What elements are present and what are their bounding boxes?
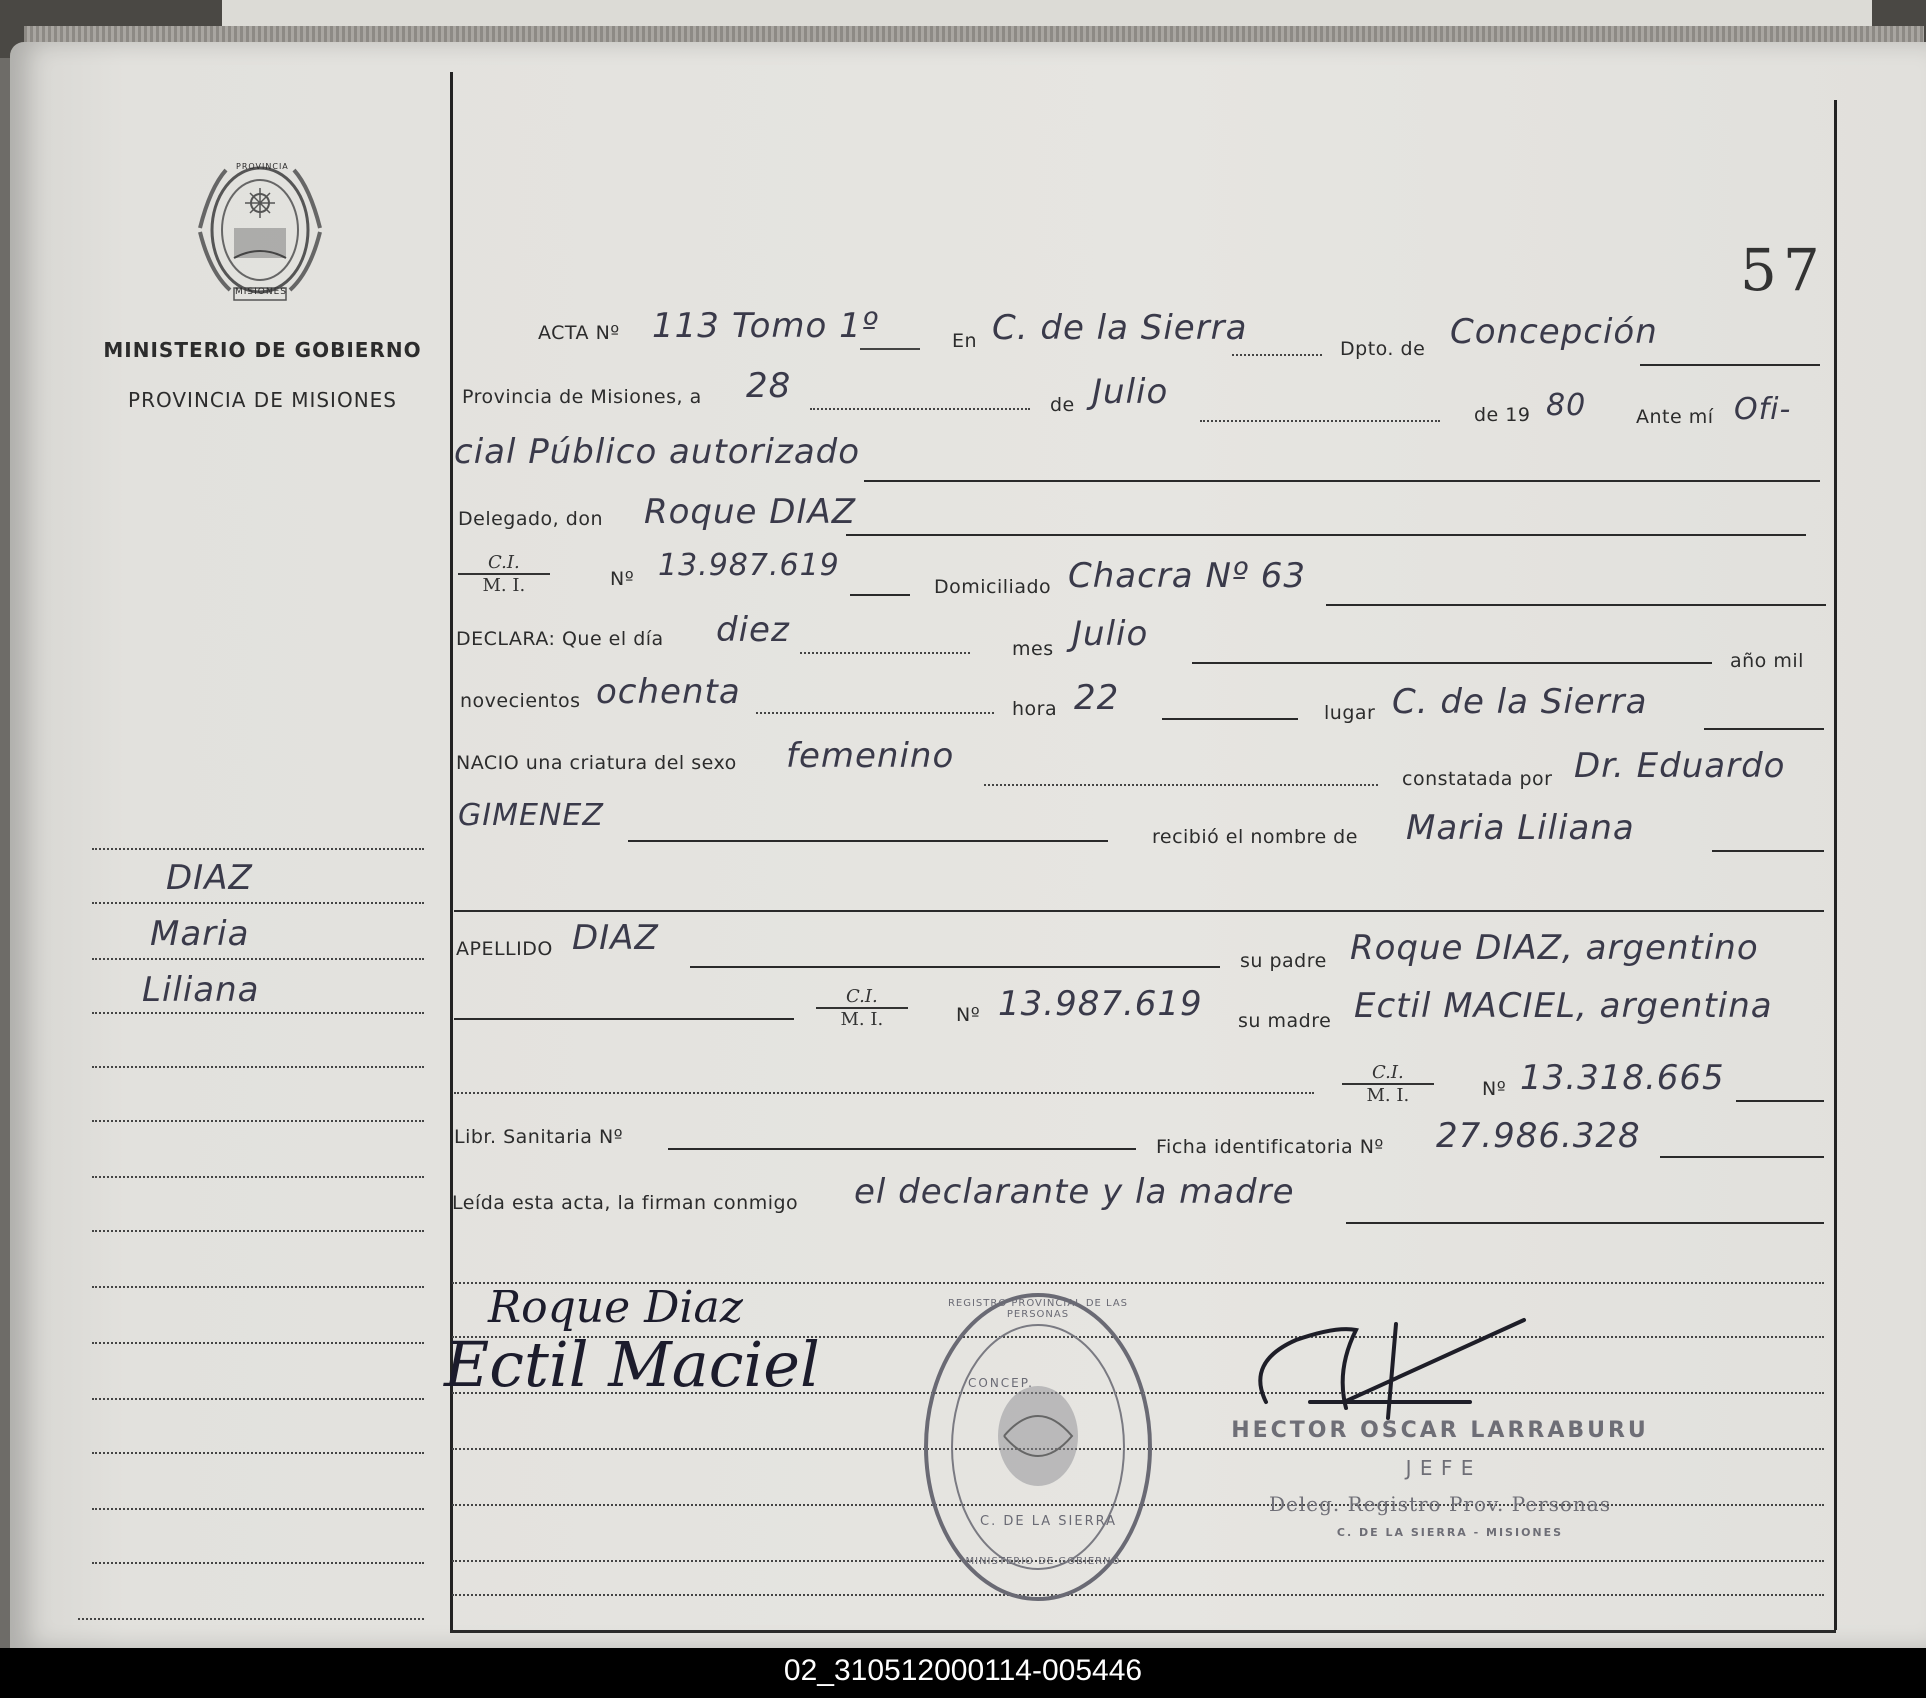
month-value: Julio — [1092, 372, 1169, 412]
mi-label: M. I. — [1366, 1085, 1410, 1106]
field-line — [860, 348, 920, 350]
field-line — [1712, 850, 1824, 852]
field-line — [984, 784, 1378, 786]
province-seal — [190, 158, 330, 308]
officer-place: C. DE LA SIERRA - MISIONES — [1336, 1526, 1564, 1539]
ci-label: C.I. — [816, 986, 908, 1009]
padre-ci-fraction — [816, 986, 908, 1030]
nro-label: Nº — [610, 568, 635, 590]
sidebar-line — [92, 1342, 424, 1344]
stamp-top-text: REGISTRO PROVINCIAL DE LAS PERSONAS — [947, 1298, 1129, 1320]
field-line — [690, 966, 1220, 968]
domicilio-value: Chacra Nº 63 — [1068, 556, 1306, 596]
field-line — [1162, 718, 1298, 720]
novecientos-value: ochenta — [596, 672, 741, 712]
acta-number: 113 — [652, 306, 720, 346]
nro-label: Nº — [956, 1004, 981, 1026]
field-line — [1326, 604, 1826, 606]
mes-label: mes — [1012, 638, 1054, 660]
sidebar-line — [92, 1286, 424, 1288]
field-line — [454, 910, 1824, 912]
sidebar-line — [92, 1398, 424, 1400]
constatada-value-cont: GIMENEZ — [458, 798, 604, 833]
stamp-bottom-text: MINISTERIO DE GOBIERNO — [965, 1556, 1121, 1567]
ci-label: C.I. — [458, 552, 550, 575]
ante-value-cont: cial Público autorizado — [454, 432, 861, 472]
delegado-label: Delegado, don — [458, 508, 603, 530]
field-line — [1192, 662, 1712, 664]
page-number: 57 — [1740, 236, 1826, 304]
madre-document: 13.318.665 — [1520, 1058, 1725, 1098]
ci-label: C.I. — [1342, 1062, 1434, 1085]
de-label: de — [1050, 394, 1075, 416]
leida-label: Leída esta acta, la firman conmigo — [452, 1192, 799, 1214]
lugar-value: C. de la Sierra — [1392, 682, 1648, 722]
field-line — [756, 712, 994, 714]
sidebar-line — [92, 958, 424, 960]
sidebar-line — [92, 1452, 424, 1454]
constatada-value: Dr. Eduardo — [1574, 746, 1786, 786]
officer-office: Deleg. Registro Prov. Personas — [1268, 1492, 1611, 1516]
anio-mil-label: año mil — [1730, 650, 1804, 672]
delegado-document: 13.987.619 — [658, 548, 840, 583]
field-line — [1346, 1222, 1824, 1224]
mother-signature: Ectil Maciel — [444, 1328, 820, 1401]
field-line — [810, 408, 1030, 410]
apellido-value: DIAZ — [572, 918, 659, 958]
sidebar-surname: DIAZ — [166, 858, 253, 898]
sidebar-line — [92, 848, 424, 850]
nro-label: Nº — [1482, 1078, 1507, 1100]
year-value: 80 — [1546, 388, 1587, 423]
sidebar-line — [92, 1508, 424, 1510]
ci-mi-fraction — [458, 552, 550, 596]
day-value: 28 — [746, 366, 792, 406]
sidebar-line — [92, 1120, 424, 1122]
sidebar-given-name: Liliana — [142, 970, 260, 1010]
lugar-label: lugar — [1324, 702, 1376, 724]
sidebar-line — [92, 1230, 424, 1232]
image-id-text: 02_310512000114-005446 — [783, 1654, 1143, 1687]
constatada-label: constatada por — [1402, 768, 1553, 790]
novecientos-label: novecientos — [460, 690, 581, 712]
province-heading: PROVINCIA DE MISIONES — [128, 388, 397, 412]
mi-label: M. I. — [840, 1009, 884, 1030]
mes-value: Julio — [1072, 614, 1149, 654]
domiciliado-label: Domiciliado — [934, 576, 1052, 598]
stamp-mid-text: C. DE LA SIERRA — [980, 1514, 1117, 1529]
sidebar-line — [92, 1012, 424, 1014]
ficha-label: Ficha identificatoria Nº — [1156, 1136, 1384, 1158]
madre-ci-fraction — [1342, 1062, 1434, 1106]
officer-name: HECTOR OSCAR LARRABURU — [1231, 1418, 1649, 1443]
provincia-label: Provincia de Misiones, a — [462, 386, 702, 408]
right-margin-rule — [1834, 100, 1837, 1630]
sidebar-line — [92, 1066, 424, 1068]
seal-ribbon-text: MISIONES — [234, 287, 287, 297]
sidebar-line — [92, 1176, 424, 1178]
padre-value: Roque DIAZ, argentino — [1350, 928, 1759, 968]
padre-document: 13.987.619 — [998, 984, 1203, 1024]
field-line — [1640, 364, 1820, 366]
binding-card — [222, 0, 1872, 26]
nacio-label: NACIO una criatura del sexo — [456, 752, 737, 774]
field-line — [1736, 1100, 1824, 1102]
dpto-value: Concepción — [1450, 312, 1658, 352]
en-label: En — [952, 330, 978, 352]
hora-label: hora — [1012, 698, 1058, 720]
apellido-label: APELLIDO — [456, 938, 553, 960]
dpto-label: Dpto. de — [1340, 338, 1426, 360]
libreta-label: Libr. Sanitaria Nº — [454, 1126, 624, 1148]
sidebar-line — [92, 1562, 424, 1564]
seal-top-text: PROVINCIA — [236, 162, 289, 171]
seal-icon — [190, 158, 330, 308]
hora-value: 22 — [1074, 678, 1120, 718]
field-line — [454, 1092, 1314, 1094]
field-line — [1200, 420, 1440, 422]
madre-value: Ectil MACIEL, argentina — [1354, 986, 1773, 1026]
field-line — [850, 594, 910, 596]
declarant-signature: Roque Diaz — [488, 1282, 743, 1333]
image-id-bar — [0, 1648, 1926, 1698]
padre-label: su padre — [1240, 950, 1327, 972]
field-line — [668, 1148, 1136, 1150]
bottom-rule — [450, 1630, 1836, 1633]
year-label: de 19 — [1474, 404, 1531, 426]
ministry-heading: MINISTERIO DE GOBIERNO — [103, 338, 422, 362]
en-value: C. de la Sierra — [992, 308, 1248, 348]
ante-value: Ofi- — [1734, 392, 1792, 427]
stamp-mid-text: CONCEP. — [968, 1376, 1034, 1390]
ficha-value: 27.986.328 — [1436, 1116, 1641, 1156]
field-line — [1660, 1156, 1824, 1158]
field-line — [800, 652, 970, 654]
mi-label: M. I. — [482, 575, 526, 596]
field-line — [846, 534, 1806, 536]
recibio-label: recibió el nombre de — [1152, 826, 1358, 848]
field-line — [864, 480, 1820, 482]
sidebar-given-name: Maria — [150, 914, 250, 954]
sidebar-line — [92, 902, 424, 904]
field-line — [454, 1018, 794, 1020]
dia-value: diez — [716, 610, 790, 650]
ante-label: Ante mí — [1636, 406, 1714, 428]
officer-signature-icon — [1250, 1310, 1530, 1420]
field-line — [628, 840, 1108, 842]
officer-signature — [1250, 1310, 1530, 1420]
sidebar-line — [78, 1618, 424, 1620]
acta-label: ACTA Nº — [538, 322, 620, 344]
declara-label: DECLARA: Que el día — [456, 628, 664, 650]
tomo-value: Tomo 1º — [732, 306, 879, 346]
nombre-value: Maria Liliana — [1406, 808, 1635, 848]
field-line — [1232, 354, 1322, 356]
firman-value: el declarante y la madre — [854, 1172, 1295, 1212]
field-line — [1704, 728, 1824, 730]
officer-title: J E F E — [1405, 1456, 1475, 1480]
madre-label: su madre — [1238, 1010, 1332, 1032]
sexo-value: femenino — [786, 736, 955, 776]
delegado-value: Roque DIAZ — [644, 492, 857, 532]
